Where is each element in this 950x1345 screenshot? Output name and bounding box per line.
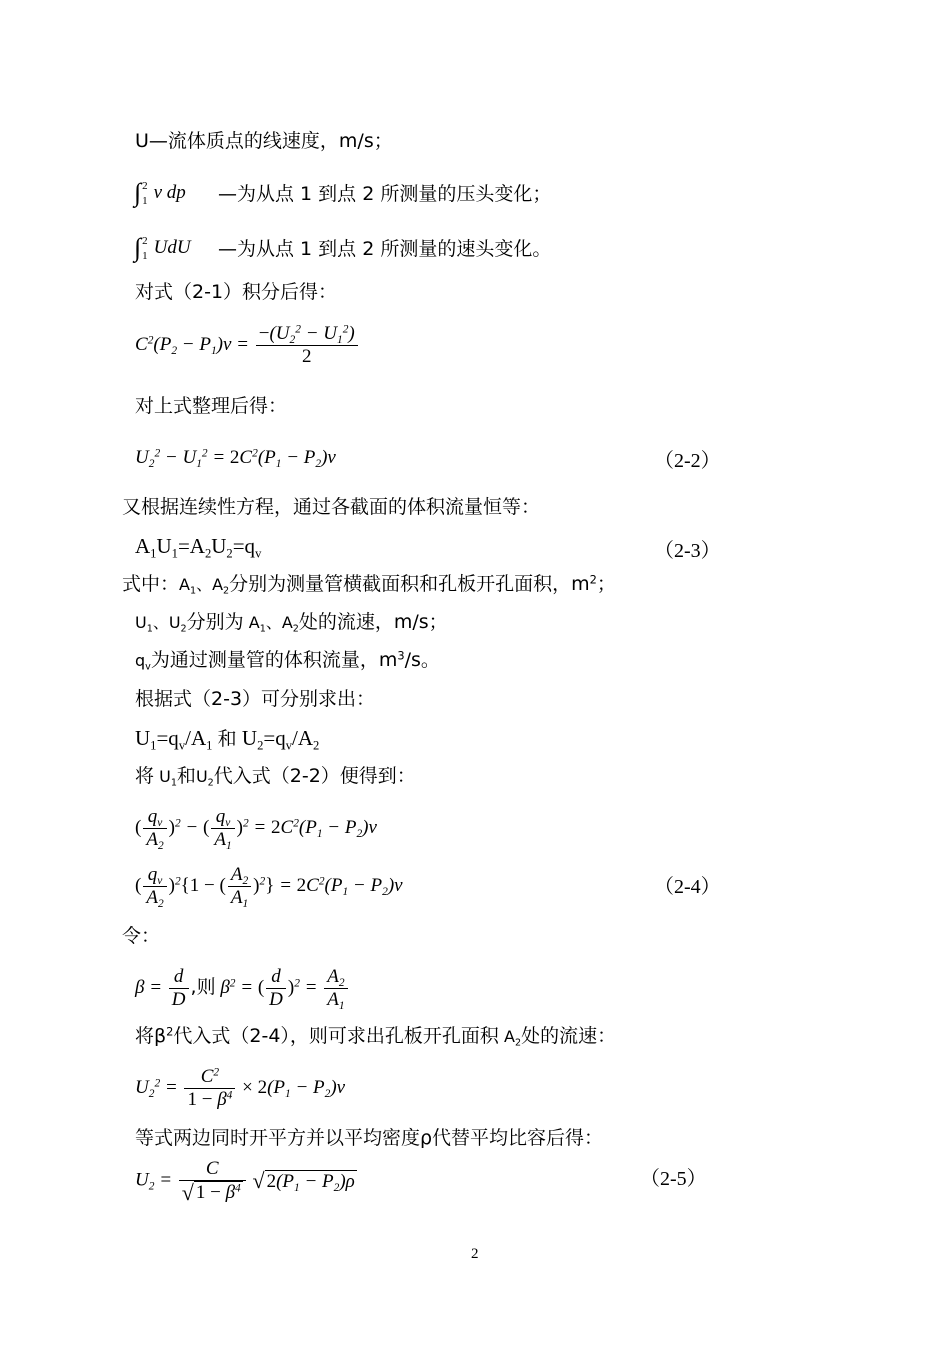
integral-pressure-desc: —为从点 1 到点 2 所测量的压头变化；	[218, 183, 552, 205]
equation-integrated: $C^2(P_2 - P_1)\nu$ = $\frac{-(U_2^2 - U_1^2)}{2}$	[135, 323, 360, 368]
eq-number-2-2: （2-2）	[654, 450, 721, 472]
beta-sub-b: 代入式（2-4），则可求出孔板开孔面积	[173, 1025, 499, 1047]
let-text: 令：	[122, 925, 161, 947]
from-2-3-text: 根据式（2-3）可分别求出：	[135, 688, 376, 710]
qv-text: 为通过测量管的体积流量，m	[150, 649, 398, 671]
equation-2-5: $U_2$ = $\frac{C}{√ 1 - \beta^4}$ √ $2(P_1 - P_2)\rho$	[135, 1158, 355, 1205]
and-word: 和	[217, 728, 237, 750]
where-velocities: $U_1$、$U_2$分别为 $A_1$、$A_2$处的流速，m/s；	[135, 611, 448, 635]
eq-number-2-3: （2-3）	[654, 540, 721, 562]
continuity-text: 又根据连续性方程，通过各截面的体积流量恒等：	[122, 496, 541, 518]
integral-velocity-desc: —为从点 1 到点 2 所测量的速头变化。	[218, 238, 552, 260]
eq-number-2-5: （2-5）	[640, 1168, 707, 1190]
beta-sub-c: 处的流速：	[521, 1025, 617, 1047]
substitute-a: 将	[135, 765, 155, 787]
equation-2-2: $U_2^2 - U_1^2 = 2C^2(P_1 - P_2)\nu$	[135, 447, 336, 470]
u12-tail: 处的流速，m/s；	[298, 611, 448, 633]
qv-unit-tail: /s。	[404, 649, 440, 671]
substitute-mid: 和	[176, 765, 196, 787]
rho-text: 等式两边同时开平方并以平均密度ρ代替平均比容后得：	[135, 1127, 604, 1149]
page-number: 2	[471, 1246, 479, 1262]
equation-beta: β = $\frac{d}{D}$ ,则 $\beta^2$ = ( $\frac{d}{D}$ )$^2$ = $\frac{A_2}{A_1}$	[135, 966, 350, 1011]
velocity-solutions: $U_1=q_v/A_1$ 和 $U_2=q_v/A_2$	[135, 726, 320, 753]
integrate-text: 对式（2-1）积分后得：	[135, 281, 338, 303]
where-areas: 式中：$A_1$、$A_2$分别为测量管横截面积和孔板开孔面积，$m^2$；	[122, 572, 616, 597]
where-prefix: 式中：	[122, 573, 180, 595]
equation-u2-squared: $U_2^2$ = $\frac{C^2}{1 - \beta^4}$ × $2(P_1 - P_2)\nu$	[135, 1066, 346, 1110]
tidy-text: 对上式整理后得：	[135, 395, 288, 417]
equation-2-3: $A_1U_1=A_2U_2=q_v$	[135, 534, 262, 561]
where-flow: $q_v$为通过测量管的体积流量，$m^3/s$。	[135, 648, 440, 673]
integral-pressure: ∫ 2 1 ν dp	[134, 178, 186, 207]
substitute-b: 代入式（2-2）便得到：	[213, 765, 416, 787]
where-text: 分别为测量管横截面积和孔板开孔面积，m	[229, 573, 590, 595]
beta-then: ,则	[190, 975, 216, 998]
u-definition: U—流体质点的线速度，m/s；	[135, 130, 393, 152]
substitute-text: 将 $U_1$和$U_2$代入式（2-2）便得到：	[135, 765, 416, 789]
eq-number-2-4: （2-4）	[654, 876, 721, 898]
equation-substituted: ( $\frac{q_v}{A_2}$ )$^2$ − ( $\frac{q_v}{A_1}$ )$^2 = 2C^2(P_1 - P_2)\nu$	[135, 806, 377, 852]
integral-velocity: ∫ 2 1 UdU	[134, 233, 191, 262]
beta-substitute-text: 将$\beta^2$代入式（2-4），则可求出孔板开孔面积 $A_2$处的流速：	[135, 1024, 617, 1049]
u12-text: 分别为	[186, 611, 244, 633]
beta-sub-a: 将β	[135, 1025, 167, 1047]
equation-2-4: ( $\frac{q_v}{A_2}$ )$^2${1 − ( $\frac{A_2}{A_1}$ )$^2\} = 2C^2(P_1 - P_2)\nu$	[135, 864, 403, 910]
